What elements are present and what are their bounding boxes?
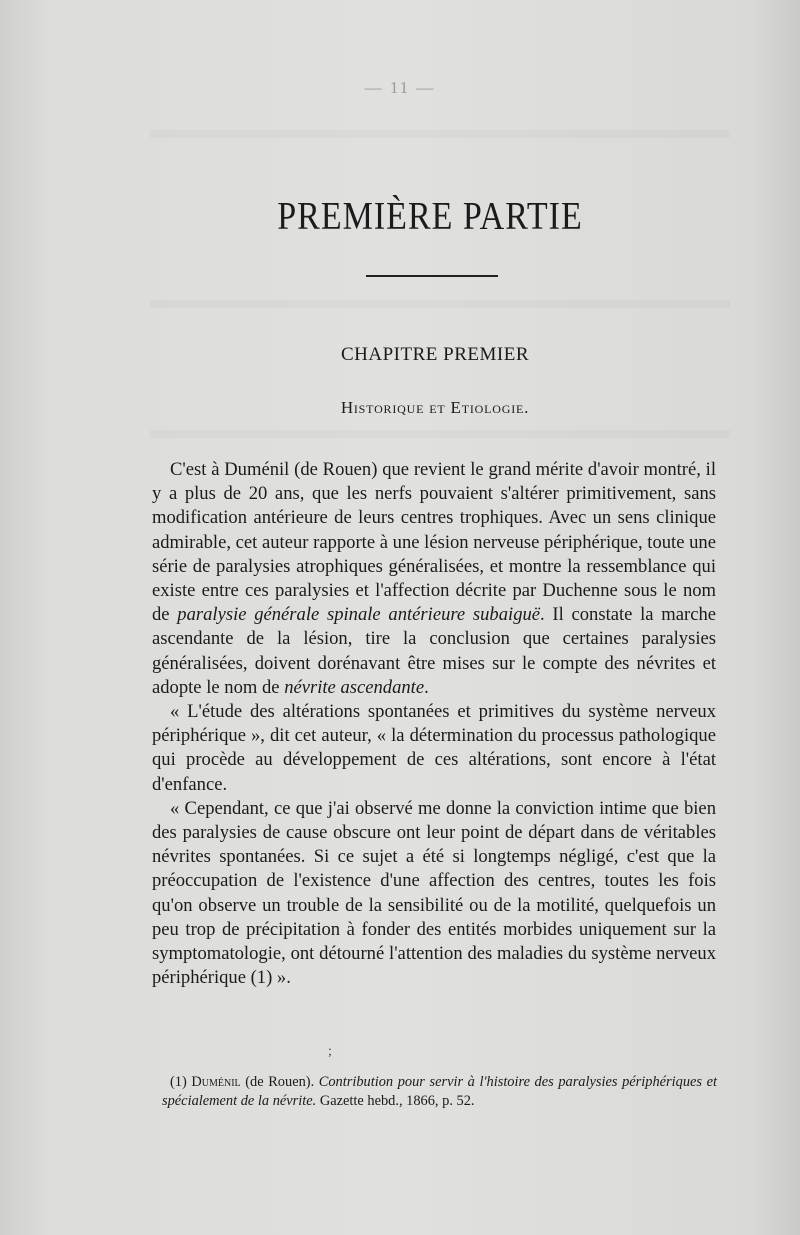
title-rule	[366, 275, 498, 277]
emphasis: névrite ascendante	[284, 676, 425, 698]
bleed-through	[150, 430, 730, 438]
section-title: Historique et Etiologie.	[340, 398, 530, 417]
emphasis: paralysie générale spinale antérieure subaiguë	[177, 604, 541, 626]
bleed-through	[150, 130, 730, 138]
footnote-author: Duménil	[191, 1074, 241, 1090]
footnote-separator: ;	[328, 1044, 332, 1059]
part-title: PREMIÈRE PARTIE	[277, 195, 583, 238]
bleed-through	[150, 300, 730, 308]
footnote: (1) Duménil (de Rouen). Contribution pour servir à l'histoire des paralysies périphériques et spécialement de la névrite. Gazette hebd., 1866, p. 52.	[162, 1074, 717, 1109]
footnote-title: Contribution pour servir à l'histoire des paralysies périphériques et spécialement de la névrite.	[162, 1074, 717, 1109]
chapter-title: CHAPITRE PREMIER	[341, 344, 529, 365]
paragraph: « L'étude des altérations spontanées et primitives du système nerveux périphérique », dit cet auteur, « la détermination du processus pathologique qui procède au développement de ces altérations, sont encore à l'état d'enfance.	[152, 701, 716, 795]
paragraph: « Cependant, ce que j'ai observé me donne la conviction intime que bien des paralysies de cause obscure ont leur point de départ dans de véritables névrites spontanées. Si ce sujet a été si longtemps négligé, c'est que la préoccupation de l'existence d'une affection des centres, toutes les fois qu'on observe un trouble de la sensibilité ou de la motilité, quelquefois un peu trop de précipitation à fonder des entités morbides uniquement sur la symptomatologie, ont détourné l'attention des maladies du système nerveux périphérique (1) ».	[152, 797, 716, 989]
paragraph: C'est à Duménil (de Rouen) que revient le grand mérite d'avoir montré, il y a plus de 20 ans, que les nerfs pouvaient s'altérer primitivement, sans modification antérieure de leurs centres trophiques. Avec un sens clinique admirable, cet auteur rapporte à une lésion nerveuse périphérique, toute une série de paralysies atrophiques généralisées, et montre la ressemblance qui existe entre ces paralysies et l'affection décrite par Duchenne sous le nom de paralysie générale spinale antérieure subaiguë. Il constate la marche ascendante de la lésion, tire la conclusion que certaines paralysies généralisées, doivent dorénavant être mises sur le compte des névrites et adopte le nom de névrite ascendante.	[152, 459, 716, 698]
body-text	[152, 458, 716, 990]
page-number: — 11 —	[364, 78, 436, 97]
